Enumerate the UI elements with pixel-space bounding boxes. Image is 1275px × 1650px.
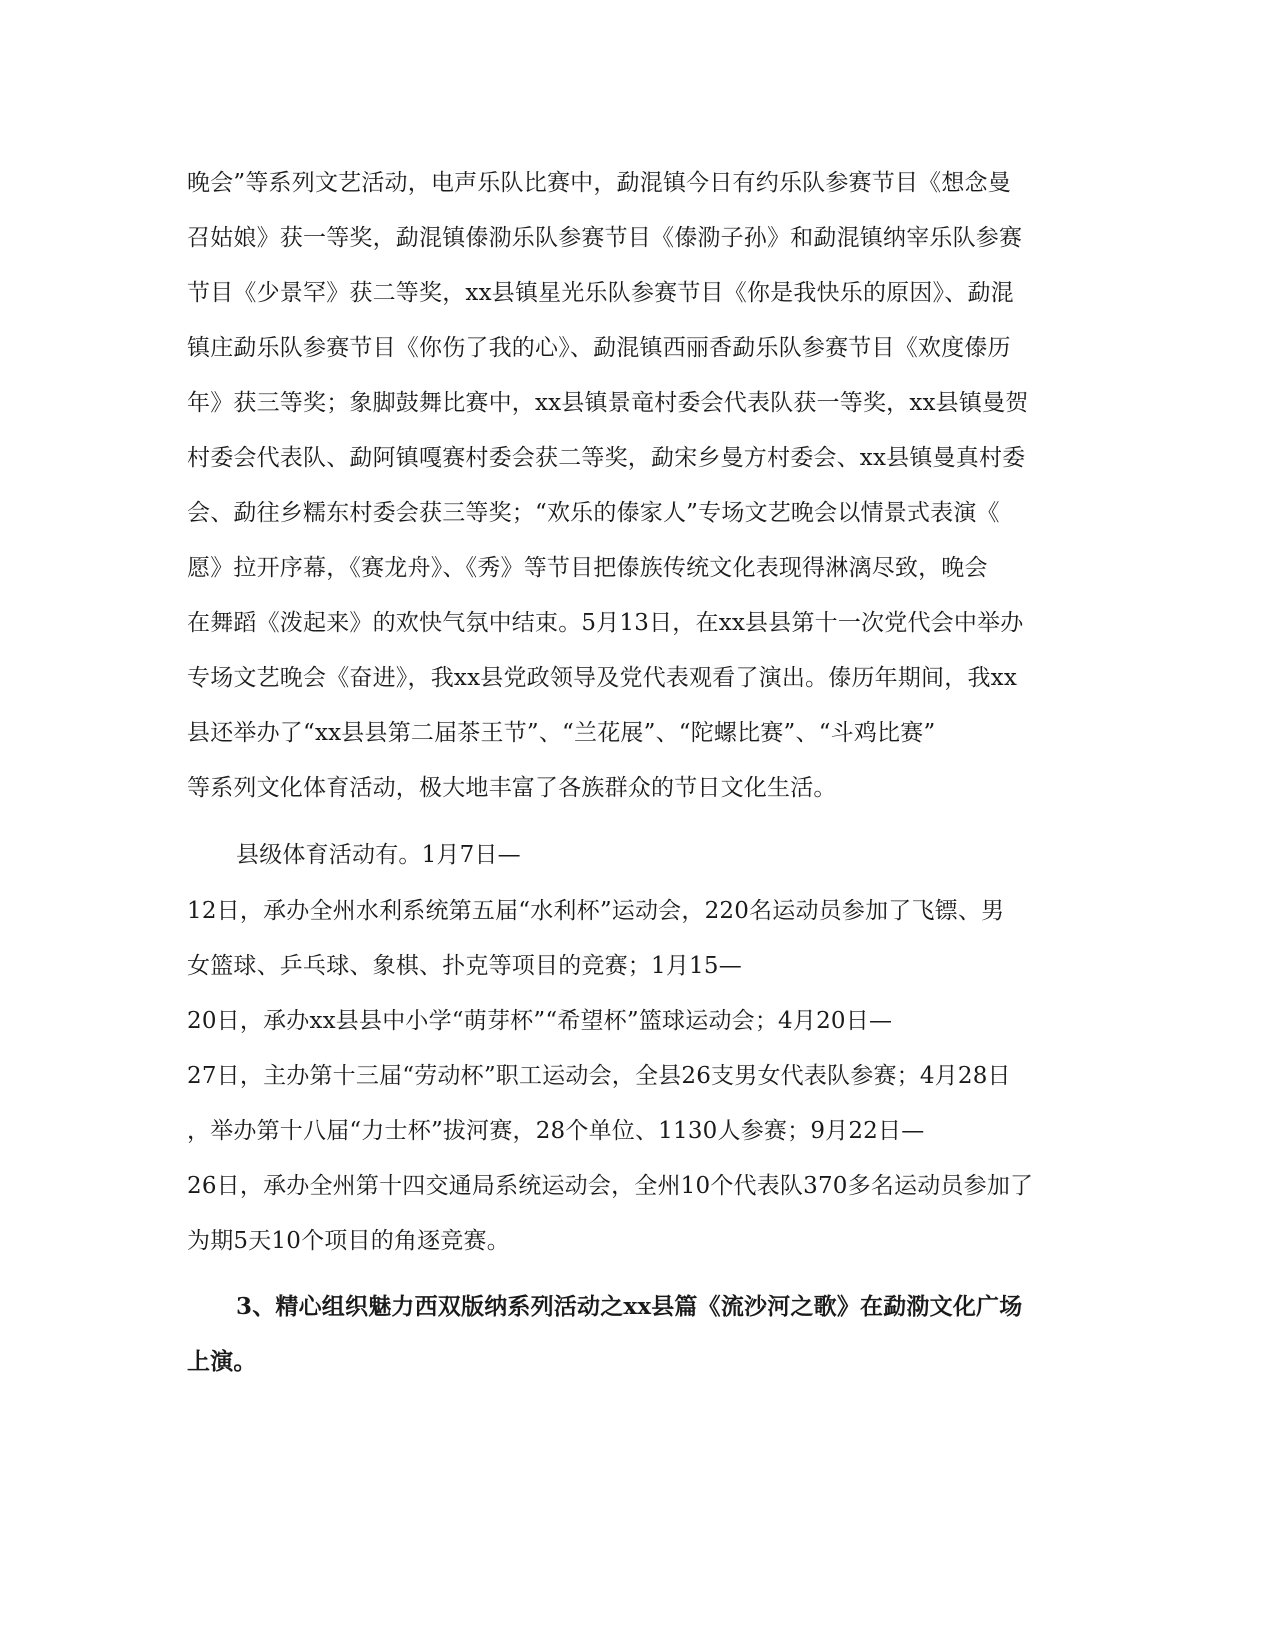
paragraph-1-line-3: 节目《少景罕》获二等奖，xx县镇星光乐队参赛节目《你是我快乐的原因》、勐混: [187, 280, 1014, 306]
paragraph-1-line-12: 等系列文化体育活动，极大地丰富了各族群众的节日文化生活。: [187, 775, 837, 801]
paragraph-2-line-5: 27日，主办第十三届“劳动杯”职工运动会，全县26支男女代表队参赛；4月28日: [187, 1063, 1011, 1089]
paragraph-1-line-9: 在舞蹈《泼起来》的欢快气氛中结束。5月13日，在xx县县第十一次党代会中举办: [187, 610, 1024, 636]
paragraph-2-line-2: 12日，承办全州水利系统第五届“水利杯”运动会，220名运动员参加了飞镖、男: [187, 898, 1005, 924]
paragraph-1-line-4: 镇庄勐乐队参赛节目《你伤了我的心》、勐混镇西丽香勐乐队参赛节目《欢度傣历: [187, 335, 1011, 361]
paragraph-2-line-1: 县级体育活动有。1月7日—: [236, 842, 521, 868]
paragraph-2-line-6: ，举办第十八届“力士杯”拔河赛，28个单位、1130人参赛；9月22日—: [187, 1118, 925, 1144]
paragraph-1-line-6: 村委会代表队、勐阿镇嘎赛村委会获二等奖，勐宋乡曼方村委会、xx县镇曼真村委: [187, 445, 1026, 471]
paragraph-1-line-5: 年》获三等奖；象脚鼓舞比赛中，xx县镇景竜村委会代表队获一等奖，xx县镇曼贺: [187, 390, 1029, 416]
paragraph-2-line-8: 为期5天10个项目的角逐竞赛。: [187, 1228, 510, 1254]
paragraph-1-line-7: 会、勐往乡糯东村委会获三等奖；“欢乐的傣家人”专场文艺晚会以情景式表演《: [187, 500, 1000, 526]
paragraph-1-line-11: 县还举办了“xx县县第二届茶王节”、“兰花展”、“陀螺比赛”、“斗鸡比赛”: [187, 720, 936, 746]
paragraph-1-line-10: 专场文艺晚会《奋进》，我xx县党政领导及党代表观看了演出。傣历年期间，我xx: [187, 665, 1017, 691]
paragraph-2-line-4: 20日，承办xx县县中小学“萌芽杯”“希望杯”篮球运动会；4月20日—: [187, 1008, 893, 1034]
section-3-heading-line-2: 上演。: [187, 1348, 257, 1375]
paragraph-2-line-3: 女篮球、乒乓球、象棋、扑克等项目的竞赛；1月15—: [187, 953, 742, 979]
paragraph-1-line-2: 召姑娘》获一等奖，勐混镇傣泐乐队参赛节目《傣泐子孙》和勐混镇纳宰乐队参赛: [187, 225, 1023, 251]
section-3-heading-line-1: 3、精心组织魅力西双版纳系列活动之xx县篇《流沙河之歌》在勐泐文化广场: [236, 1293, 1023, 1320]
paragraph-2-line-7: 26日，承办全州第十四交通局系统运动会，全州10个代表队370多名运动员参加了: [187, 1173, 1034, 1199]
paragraph-1-line-1: 晚会”等系列文艺活动，电声乐队比赛中，勐混镇今日有约乐队参赛节目《想念曼: [187, 170, 1011, 196]
paragraph-1-line-8: 愿》拉开序幕，《赛龙舟》、《秀》等节目把傣族传统文化表现得淋漓尽致，晚会: [187, 555, 988, 581]
